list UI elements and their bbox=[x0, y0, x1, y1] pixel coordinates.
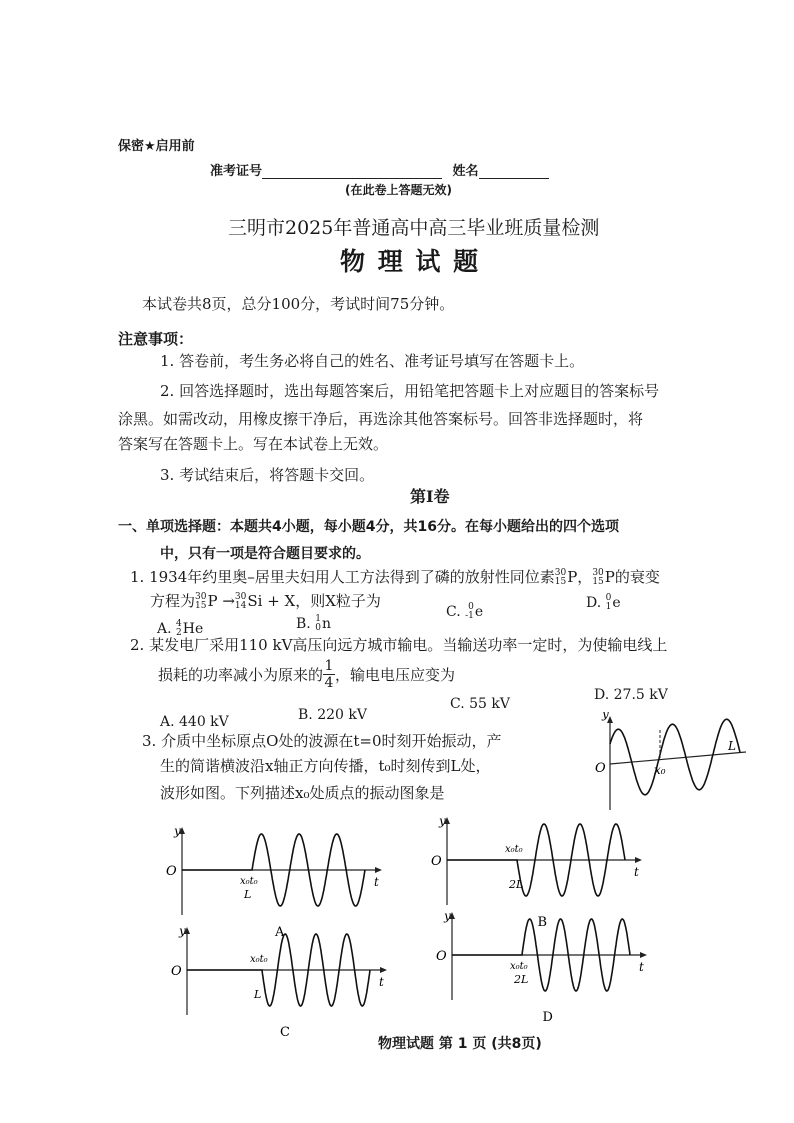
page-footer: 物理试题 第 1 页 (共8页) bbox=[378, 1036, 542, 1052]
q1-option-d-label: D. bbox=[586, 595, 602, 611]
q1-line2: 方程为 30 15 P → 30 14 Si + X，则X粒子为 bbox=[150, 592, 381, 611]
confidential-label: 保密★启用前 bbox=[118, 139, 195, 154]
q2-text-a: 损耗的功率减小为原来的 bbox=[158, 666, 324, 684]
graph-option-letter: B bbox=[537, 915, 548, 930]
intro-text: 本试卷共8页，总分100分，考试时间75分钟。 bbox=[142, 295, 455, 313]
graph-sub-label: L bbox=[244, 888, 252, 901]
q2-option-c[interactable]: C. 55 kV bbox=[450, 696, 510, 712]
graph-tick-label: x₀t₀ bbox=[240, 876, 258, 887]
wave-L-label: L bbox=[728, 739, 736, 753]
q3-line3: 波形如图。下列描述x₀处质点的振动图象是 bbox=[160, 784, 445, 802]
option-graph-a[interactable] bbox=[160, 825, 390, 940]
q3-wave-figure bbox=[590, 712, 750, 817]
graph-t-label: t bbox=[634, 865, 639, 879]
graph-t-arrow-icon bbox=[375, 867, 382, 873]
q1-option-c[interactable]: C. 0 -1 e bbox=[446, 602, 484, 621]
q1-option-d[interactable]: D. 0 1 e bbox=[586, 593, 621, 612]
graph-y-label: y bbox=[179, 925, 186, 938]
section-heading-2: 中，只有一项是符合题目要求的。 bbox=[160, 546, 370, 562]
name-field[interactable] bbox=[479, 166, 549, 179]
q2-option-a[interactable]: A. 440 kV bbox=[160, 714, 229, 730]
graph-t-label: t bbox=[639, 960, 644, 974]
q2-line2 bbox=[158, 658, 455, 691]
name-label: 姓名 bbox=[452, 164, 479, 179]
q3-line2: 生的简谐横波沿x轴正方向传播，t₀时刻传到L处， bbox=[160, 757, 491, 775]
q1-text-b: P， bbox=[567, 568, 593, 586]
q1-eq-b: P → bbox=[207, 592, 235, 610]
q2-line1: 2. 某发电厂采用110 kV高压向远方城市输电。当输送功率一定时，为使输电线上 bbox=[130, 636, 668, 654]
graph-y-label: y bbox=[174, 825, 181, 838]
graph-origin-label: O bbox=[431, 854, 442, 869]
option-graph-c[interactable] bbox=[165, 925, 395, 1040]
graph-option-letter: A bbox=[275, 925, 285, 940]
graph-sub-label: L bbox=[254, 988, 262, 1001]
q1-eq-a: 方程为 bbox=[150, 592, 196, 610]
notice-item-2a: 2. 回答选择题时，选出每题答案后，用铅笔把答题卡上对应题目的答案标号 bbox=[160, 382, 660, 400]
q1-text-a: 1. 1934年约里奥–居里夫妇用人工方法得到了磷的放射性同位素 bbox=[130, 568, 555, 586]
exam-id-row bbox=[210, 160, 549, 179]
graph-t-label: t bbox=[379, 975, 384, 989]
notice-item-1: 1. 答卷前，考生务必将自己的姓名、准考证号填写在答题卡上。 bbox=[160, 352, 585, 370]
graph-tick-label: x₀t₀ bbox=[510, 961, 528, 972]
q1-option-a-label: A. bbox=[157, 621, 172, 637]
q1-option-c-label: C. bbox=[446, 604, 461, 620]
exam-title: 物 理 试 题 bbox=[340, 247, 481, 276]
notice-item-3: 3. 考试结束后，将答题卡交回。 bbox=[160, 466, 375, 484]
q1-option-a[interactable]: A. 4 2 He bbox=[157, 619, 204, 638]
graph-option-letter: C bbox=[280, 1025, 290, 1040]
section-heading-1: 一、单项选择题：本题共4小题，每小题4分，共16分。在每小题给出的四个选项 bbox=[118, 519, 619, 535]
q2-option-d[interactable]: D. 27.5 kV bbox=[594, 687, 668, 703]
graph-t-arrow-icon bbox=[635, 857, 642, 863]
q1-eq-c: Si + X，则X粒子为 bbox=[247, 592, 381, 610]
wave-x0-label: x₀ bbox=[654, 763, 666, 777]
graph-tick-label: x₀t₀ bbox=[250, 954, 268, 965]
graph-y-label: y bbox=[439, 815, 446, 828]
graph-t-label: t bbox=[374, 875, 379, 889]
q2-text-b: ，输电电压应变为 bbox=[335, 666, 456, 684]
q2-frac-den: 4 bbox=[324, 675, 334, 691]
q1-option-b[interactable]: B. 1 0 n bbox=[296, 614, 331, 633]
option-graph-d[interactable] bbox=[430, 910, 655, 1025]
graph-sub-label: 2L bbox=[514, 973, 529, 986]
q1-option-c-symbol: e bbox=[474, 604, 484, 620]
notice-item-2c: 答案写在答题卡上。写在本试卷上无效。 bbox=[118, 435, 389, 453]
graph-t-arrow-icon bbox=[640, 952, 647, 958]
q3-line1: 3. 介质中坐标原点O处的波源在t=0时刻开始振动，产 bbox=[142, 732, 502, 750]
graph-option-letter: D bbox=[542, 1010, 553, 1025]
q1-text-c: P的衰变 bbox=[604, 568, 660, 586]
exam-subtitle: 三明市2025年普通高中高三毕业班质量检测 bbox=[228, 217, 600, 239]
q2-option-b[interactable]: B. 220 kV bbox=[298, 707, 367, 723]
wave-origin-label: O bbox=[595, 761, 606, 776]
graph-origin-label: O bbox=[166, 864, 177, 879]
wave-y-label: y bbox=[602, 712, 609, 721]
q1-option-a-symbol: He bbox=[182, 621, 204, 637]
graph-tick-label: x₀t₀ bbox=[505, 844, 523, 855]
volume-heading: 第Ⅰ卷 bbox=[410, 487, 450, 506]
answer-note: (在此卷上答题无效) bbox=[345, 183, 452, 197]
notice-item-2b: 涂黑。如需改动，用橡皮擦干净后，再选涂其他答案标号。回答非选择题时，将 bbox=[118, 410, 644, 428]
notice-heading: 注意事项： bbox=[118, 330, 194, 348]
graph-t-arrow-icon bbox=[380, 967, 387, 973]
q1-option-b-label: B. bbox=[296, 616, 311, 632]
exam-id-field[interactable] bbox=[262, 166, 442, 179]
q1-line1: 1. 1934年约里奥–居里夫妇用人工方法得到了磷的放射性同位素 30 15 P， 30 15 P的衰变 bbox=[130, 568, 660, 587]
wave-curve bbox=[610, 719, 740, 795]
q2-frac-num: 1 bbox=[324, 658, 334, 674]
graph-y-label: y bbox=[444, 910, 451, 923]
graph-origin-label: O bbox=[171, 964, 182, 979]
exam-id-label: 准考证号 bbox=[210, 164, 263, 179]
q2-fraction bbox=[323, 658, 335, 691]
q1-option-d-symbol: e bbox=[612, 595, 621, 611]
q1-option-b-symbol: n bbox=[321, 616, 331, 632]
graph-sub-label: 2L bbox=[509, 878, 524, 891]
graph-origin-label: O bbox=[436, 949, 447, 964]
